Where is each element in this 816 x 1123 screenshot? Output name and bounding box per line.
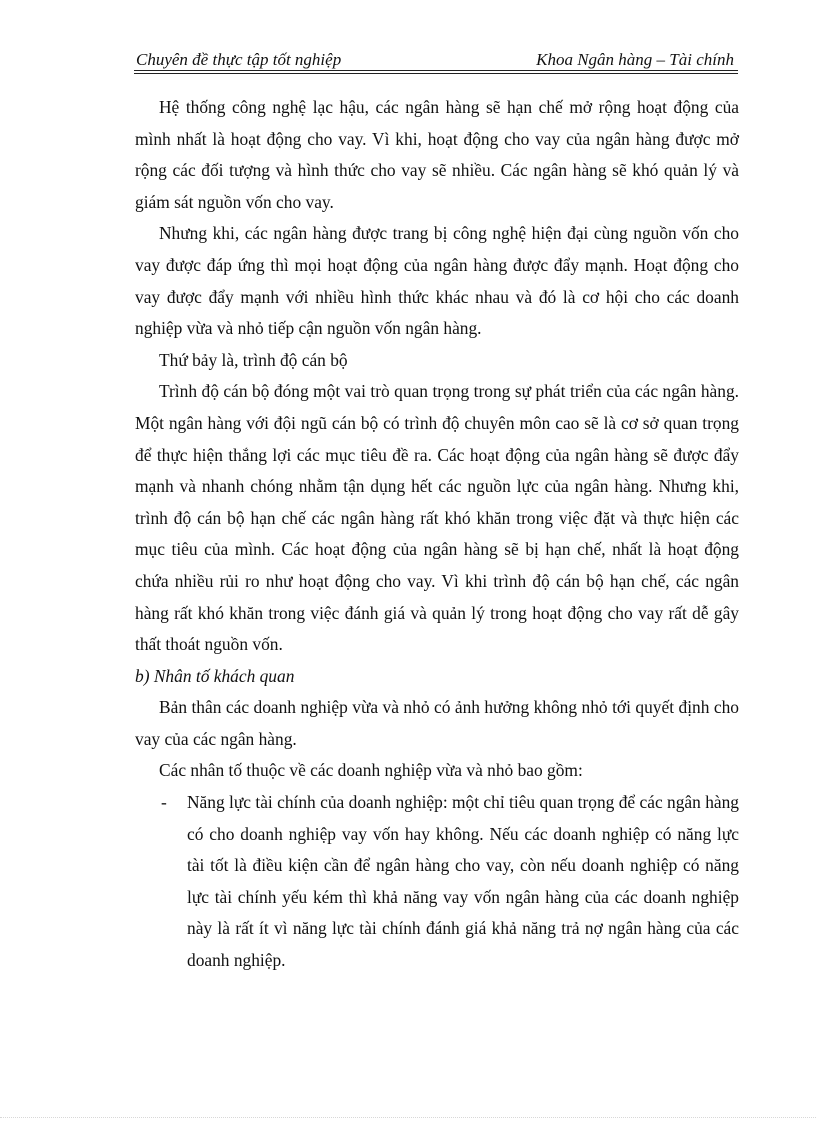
list-item [135, 787, 739, 977]
header-divider [134, 70, 738, 74]
subheading-objective-factors: b) Nhân tố khách quan [135, 665, 295, 686]
page-bottom-border [0, 1117, 816, 1118]
paragraph-modern-technology: Nhưng khi, các ngân hàng được trang bị công nghệ hiện đại cùng nguồn vốn cho vay được đáp ứng thì mọi hoạt động của ngân hàng được đẩy mạnh. Hoạt động cho vay được đẩy mạnh với nhiều hình thức khác nhau và đó là cơ hội cho các doanh nghiệp vừa và nhỏ tiếp cận nguồn vốn ngân hàng. [135, 223, 739, 339]
paragraph-enterprises-influence: Bản thân các doanh nghiệp vừa và nhỏ có ảnh hưởng không nhỏ tới quyết định cho vay của các ngân hàng. [135, 697, 739, 749]
bullet-marker: - [161, 792, 167, 813]
paragraph-staff-qualification: Trình độ cán bộ đóng một vai trò quan trọng trong sự phát triển của các ngân hàng. Một ngân hàng với đội ngũ cán bộ có trình độ chuyên môn cao sẽ là cơ sở quan trọng để thực hiện thắng lợi các mục tiêu đề ra. Các hoạt động của ngân hàng sẽ được đẩy mạnh và nhanh chóng nhằm tận dụng hết các nguồn lực của ngân hàng. Nhưng khi, trình độ cán bộ hạn chế các ngân hàng rất khó khăn trong việc đặt và thực hiện các mục tiêu của mình. Các hoạt động của ngân hàng sẽ bị hạn chế, nhất là hoạt động chứa nhiều rủi ro như hoạt động cho vay. Vì khi trình độ cán bộ hạn chế, các ngân hàng rất khó khăn trong việc đánh giá và quản lý trong hoạt động cho vay rất dễ gây thất thoát nguồn vốn. [135, 381, 739, 655]
header-right-title: Khoa Ngân hàng – Tài chính [536, 50, 734, 69]
document-body [135, 92, 739, 977]
list-item-text: Năng lực tài chính của doanh nghiệp: một chỉ tiêu quan trọng để các ngân hàng có cho doanh nghiệp vay vốn hay không. Nếu các doanh nghiệp có năng lực tài tốt là điều kiện cần để ngân hàng cho vay, còn nếu doanh nghiệp có năng lực tài chính yếu kém thì khả năng vay vốn ngân hàng của các doanh nghiệp này là rất ít vì năng lực tài chính đánh giá khả năng trả nợ ngân hàng của các doanh nghiệp. [187, 792, 739, 971]
paragraph-factors-intro: Các nhân tố thuộc về các doanh nghiệp vừa và nhỏ bao gồm: [159, 760, 583, 781]
paragraph-technology: Hệ thống công nghệ lạc hậu, các ngân hàng sẽ hạn chế mở rộng hoạt động của mình nhất là hoạt động cho vay. Vì khi, hoạt động cho vay của ngân hàng được mở rộng các đối tượng và hình thức cho vay sẽ nhiều. Các ngân hàng sẽ khó quản lý và giám sát nguồn vốn cho vay. [135, 97, 739, 212]
factor-list [135, 787, 739, 977]
header-left-title: Chuyên đề thực tập tốt nghiệp [136, 50, 342, 69]
paragraph-seventh-factor: Thứ bảy là, trình độ cán bộ [159, 349, 348, 370]
